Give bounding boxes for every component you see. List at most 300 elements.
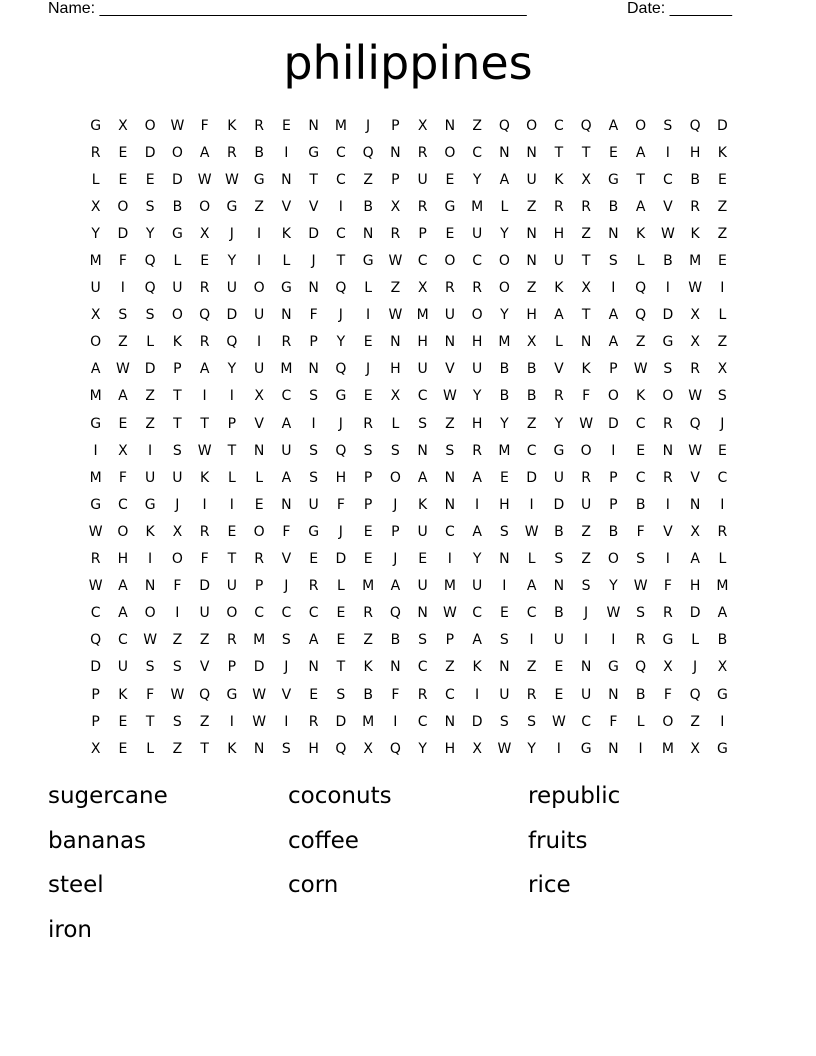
grid-letter[interactable]: P: [609, 361, 618, 378]
grid-letter[interactable]: R: [199, 334, 210, 351]
grid-letter[interactable]: G: [607, 171, 619, 188]
grid-letter[interactable]: H: [526, 307, 537, 324]
grid-letter[interactable]: N: [390, 144, 401, 161]
grid-letter[interactable]: O: [498, 253, 510, 270]
grid-letter[interactable]: I: [257, 225, 262, 242]
grid-letter[interactable]: K: [554, 171, 564, 188]
grid-letter[interactable]: T: [554, 144, 564, 161]
grid-letter[interactable]: S: [499, 713, 509, 730]
grid-letter[interactable]: G: [144, 496, 156, 513]
grid-letter[interactable]: Y: [472, 551, 482, 568]
grid-letter[interactable]: H: [553, 225, 565, 242]
grid-letter[interactable]: I: [120, 280, 125, 297]
grid-letter[interactable]: R: [199, 280, 210, 297]
grid-letter[interactable]: V: [663, 523, 673, 540]
grid-letter[interactable]: B: [499, 388, 510, 405]
grid-letter[interactable]: Z: [145, 415, 155, 432]
grid-letter[interactable]: K: [418, 496, 428, 513]
grid-letter[interactable]: L: [255, 469, 264, 486]
grid-letter[interactable]: O: [253, 523, 265, 540]
grid-letter[interactable]: R: [390, 225, 401, 242]
grid-letter[interactable]: V: [199, 659, 210, 676]
grid-letter[interactable]: V: [281, 198, 292, 215]
grid-letter[interactable]: C: [335, 171, 346, 188]
grid-letter[interactable]: N: [390, 334, 401, 351]
grid-letter[interactable]: E: [118, 713, 128, 730]
grid-letter[interactable]: D: [553, 496, 565, 513]
grid-letter[interactable]: E: [118, 415, 128, 432]
grid-letter[interactable]: O: [117, 523, 129, 540]
grid-letter[interactable]: T: [309, 171, 318, 188]
grid-letter[interactable]: Z: [717, 225, 728, 242]
grid-letter[interactable]: G: [335, 388, 347, 405]
grid-letter[interactable]: G: [90, 117, 102, 134]
grid-letter[interactable]: R: [635, 632, 646, 649]
grid-letter[interactable]: S: [145, 198, 155, 215]
grid-letter[interactable]: I: [611, 442, 616, 459]
grid-letter[interactable]: D: [471, 713, 483, 730]
grid-letter[interactable]: T: [636, 171, 645, 188]
grid-letter[interactable]: U: [172, 280, 183, 297]
grid-letter[interactable]: V: [554, 361, 564, 378]
grid-letter[interactable]: I: [720, 496, 725, 513]
grid-letter[interactable]: L: [227, 469, 236, 486]
grid-letter[interactable]: O: [199, 198, 211, 215]
grid-letter[interactable]: C: [308, 605, 319, 622]
grid-letter[interactable]: F: [582, 388, 591, 405]
grid-letter[interactable]: M: [689, 253, 702, 270]
grid-letter[interactable]: C: [417, 253, 428, 270]
grid-letter[interactable]: Q: [580, 117, 592, 134]
grid-letter[interactable]: A: [608, 334, 619, 351]
grid-letter[interactable]: N: [444, 713, 456, 730]
grid-letter[interactable]: I: [202, 388, 207, 405]
grid-letter[interactable]: C: [553, 117, 564, 134]
grid-letter[interactable]: I: [257, 334, 262, 351]
grid-letter[interactable]: H: [689, 144, 701, 161]
grid-letter[interactable]: A: [281, 469, 292, 486]
grid-letter[interactable]: A: [690, 551, 700, 568]
grid-letter[interactable]: N: [417, 605, 428, 622]
grid-letter[interactable]: O: [580, 442, 592, 459]
grid-letter[interactable]: I: [665, 496, 670, 513]
grid-letter[interactable]: E: [363, 551, 373, 568]
grid-letter[interactable]: O: [171, 551, 183, 568]
grid-letter[interactable]: J: [393, 551, 398, 568]
grid-letter[interactable]: X: [690, 334, 700, 351]
grid-letter[interactable]: C: [117, 632, 128, 649]
grid-letter[interactable]: I: [529, 496, 534, 513]
grid-letter[interactable]: J: [338, 415, 343, 432]
grid-letter[interactable]: K: [172, 334, 182, 351]
grid-letter[interactable]: S: [581, 578, 591, 595]
grid-letter[interactable]: A: [635, 198, 646, 215]
grid-letter[interactable]: G: [253, 171, 265, 188]
grid-letter[interactable]: J: [366, 361, 371, 378]
grid-letter[interactable]: J: [366, 117, 371, 134]
grid-letter[interactable]: I: [148, 551, 153, 568]
grid-letter[interactable]: S: [172, 659, 182, 676]
grid-letter[interactable]: R: [445, 280, 455, 297]
grid-letter[interactable]: A: [608, 117, 619, 134]
grid-letter[interactable]: I: [93, 442, 98, 459]
grid-letter[interactable]: A: [390, 578, 401, 595]
grid-letter[interactable]: S: [309, 388, 319, 405]
grid-letter[interactable]: G: [90, 496, 102, 513]
grid-letter[interactable]: W: [442, 388, 457, 405]
grid-letter[interactable]: G: [662, 632, 674, 649]
grid-letter[interactable]: C: [335, 225, 346, 242]
grid-letter[interactable]: P: [91, 686, 100, 703]
grid-letter[interactable]: E: [336, 632, 346, 649]
grid-letter[interactable]: P: [391, 117, 400, 134]
grid-letter[interactable]: G: [171, 225, 183, 242]
grid-letter[interactable]: X: [90, 307, 101, 324]
grid-letter[interactable]: B: [663, 253, 673, 270]
grid-letter[interactable]: N: [580, 659, 592, 676]
grid-letter[interactable]: I: [665, 280, 670, 297]
grid-letter[interactable]: L: [282, 253, 291, 270]
grid-letter[interactable]: T: [581, 253, 591, 270]
grid-letter[interactable]: P: [363, 496, 373, 513]
grid-letter[interactable]: U: [472, 361, 483, 378]
grid-letter[interactable]: Z: [581, 225, 591, 242]
grid-letter[interactable]: Z: [581, 523, 591, 540]
grid-letter[interactable]: P: [309, 334, 318, 351]
grid-letter[interactable]: Z: [363, 632, 373, 649]
grid-letter[interactable]: J: [393, 496, 398, 513]
grid-letter[interactable]: D: [199, 578, 211, 595]
grid-letter[interactable]: U: [417, 578, 428, 595]
grid-letter[interactable]: S: [281, 632, 291, 649]
grid-letter[interactable]: Z: [445, 659, 455, 676]
grid-letter[interactable]: T: [336, 659, 346, 676]
grid-letter[interactable]: E: [418, 551, 428, 568]
grid-letter[interactable]: O: [171, 307, 183, 324]
grid-letter[interactable]: J: [284, 659, 289, 676]
grid-letter[interactable]: G: [607, 659, 619, 676]
grid-letter[interactable]: B: [554, 523, 564, 540]
grid-letter[interactable]: H: [308, 740, 319, 757]
grid-letter[interactable]: N: [608, 740, 619, 757]
grid-letter[interactable]: Q: [199, 307, 211, 324]
grid-letter[interactable]: W: [633, 361, 648, 378]
grid-letter[interactable]: G: [308, 523, 320, 540]
grid-letter[interactable]: F: [118, 469, 127, 486]
grid-letter[interactable]: K: [581, 361, 591, 378]
grid-letter[interactable]: B: [363, 198, 373, 215]
grid-letter[interactable]: P: [227, 415, 237, 432]
grid-letter[interactable]: K: [636, 388, 646, 405]
grid-letter[interactable]: M: [89, 469, 102, 486]
grid-letter[interactable]: C: [717, 469, 728, 486]
grid-letter[interactable]: G: [308, 144, 320, 161]
grid-letter[interactable]: E: [445, 225, 455, 242]
grid-letter[interactable]: Q: [635, 307, 647, 324]
grid-letter[interactable]: Y: [554, 415, 564, 432]
grid-letter[interactable]: S: [636, 551, 646, 568]
grid-letter[interactable]: N: [362, 225, 374, 242]
grid-letter[interactable]: G: [90, 415, 102, 432]
grid-letter[interactable]: X: [199, 225, 210, 242]
grid-letter[interactable]: V: [690, 469, 700, 486]
grid-letter[interactable]: A: [717, 605, 728, 622]
grid-letter[interactable]: Z: [445, 415, 455, 432]
grid-letter[interactable]: R: [690, 198, 700, 215]
grid-letter[interactable]: A: [526, 578, 537, 595]
grid-letter[interactable]: H: [471, 415, 483, 432]
grid-letter[interactable]: N: [281, 496, 292, 513]
grid-letter[interactable]: J: [584, 605, 589, 622]
grid-letter[interactable]: Q: [335, 361, 347, 378]
grid-letter[interactable]: E: [717, 442, 727, 459]
grid-letter[interactable]: S: [554, 551, 564, 568]
grid-letter[interactable]: B: [390, 632, 401, 649]
grid-letter[interactable]: R: [417, 686, 428, 703]
grid-letter[interactable]: J: [338, 307, 343, 324]
grid-letter[interactable]: K: [118, 686, 128, 703]
grid-letter[interactable]: I: [366, 307, 371, 324]
grid-letter[interactable]: I: [665, 551, 670, 568]
grid-letter[interactable]: L: [336, 578, 345, 595]
grid-letter[interactable]: U: [281, 442, 292, 459]
grid-letter[interactable]: U: [553, 253, 564, 270]
grid-letter[interactable]: C: [635, 469, 646, 486]
grid-letter[interactable]: A: [554, 307, 564, 324]
grid-letter[interactable]: S: [418, 415, 428, 432]
grid-letter[interactable]: O: [144, 605, 156, 622]
grid-letter[interactable]: W: [252, 686, 267, 703]
grid-letter[interactable]: C: [254, 605, 265, 622]
grid-letter[interactable]: S: [636, 605, 646, 622]
grid-letter[interactable]: G: [226, 686, 238, 703]
grid-letter[interactable]: Y: [500, 225, 509, 242]
grid-letter[interactable]: W: [551, 713, 566, 730]
grid-letter[interactable]: L: [391, 415, 400, 432]
grid-letter[interactable]: J: [693, 659, 698, 676]
grid-letter[interactable]: A: [635, 144, 646, 161]
grid-letter[interactable]: W: [170, 117, 185, 134]
grid-letter[interactable]: S: [527, 713, 537, 730]
grid-letter[interactable]: T: [227, 442, 237, 459]
grid-letter[interactable]: X: [90, 198, 101, 215]
grid-letter[interactable]: R: [417, 198, 428, 215]
grid-letter[interactable]: E: [717, 171, 727, 188]
grid-letter[interactable]: I: [284, 713, 289, 730]
grid-letter[interactable]: Z: [199, 713, 210, 730]
grid-letter[interactable]: R: [581, 198, 591, 215]
grid-letter[interactable]: Z: [690, 713, 700, 730]
grid-letter[interactable]: H: [335, 469, 347, 486]
grid-letter[interactable]: O: [662, 713, 674, 730]
grid-letter[interactable]: T: [227, 551, 237, 568]
grid-letter[interactable]: C: [472, 253, 483, 270]
grid-letter[interactable]: A: [281, 415, 292, 432]
grid-letter[interactable]: I: [720, 713, 725, 730]
grid-letter[interactable]: A: [472, 523, 482, 540]
grid-letter[interactable]: U: [90, 280, 101, 297]
grid-letter[interactable]: D: [335, 713, 347, 730]
grid-letter[interactable]: L: [91, 171, 100, 188]
grid-letter[interactable]: G: [553, 442, 565, 459]
grid-letter[interactable]: P: [609, 496, 618, 513]
grid-letter[interactable]: O: [607, 551, 619, 568]
grid-letter[interactable]: R: [254, 551, 264, 568]
grid-letter[interactable]: B: [554, 605, 564, 622]
grid-letter[interactable]: S: [281, 740, 291, 757]
name-field[interactable]: ________________________________________________: [99, 0, 527, 17]
grid-letter[interactable]: E: [336, 605, 346, 622]
grid-letter[interactable]: R: [199, 523, 210, 540]
grid-letter[interactable]: N: [308, 361, 319, 378]
grid-letter[interactable]: M: [253, 632, 266, 649]
grid-letter[interactable]: M: [362, 578, 375, 595]
grid-letter[interactable]: D: [90, 659, 102, 676]
grid-letter[interactable]: C: [117, 496, 128, 513]
grid-letter[interactable]: Z: [472, 117, 482, 134]
grid-letter[interactable]: R: [363, 605, 373, 622]
grid-letter[interactable]: G: [662, 334, 674, 351]
grid-letter[interactable]: W: [633, 578, 648, 595]
grid-letter[interactable]: Z: [172, 632, 183, 649]
grid-letter[interactable]: E: [281, 117, 291, 134]
grid-letter[interactable]: N: [499, 551, 510, 568]
grid-letter[interactable]: P: [445, 632, 455, 649]
grid-letter[interactable]: Y: [227, 253, 237, 270]
grid-letter[interactable]: M: [416, 307, 429, 324]
grid-letter[interactable]: U: [172, 469, 183, 486]
grid-letter[interactable]: K: [227, 740, 237, 757]
grid-letter[interactable]: Y: [500, 307, 509, 324]
grid-letter[interactable]: R: [472, 442, 482, 459]
grid-letter[interactable]: J: [311, 253, 316, 270]
grid-letter[interactable]: U: [581, 496, 592, 513]
grid-letter[interactable]: U: [308, 496, 319, 513]
grid-letter[interactable]: U: [226, 578, 237, 595]
grid-letter[interactable]: N: [444, 496, 456, 513]
grid-letter[interactable]: C: [526, 605, 537, 622]
grid-letter[interactable]: K: [554, 280, 564, 297]
grid-letter[interactable]: K: [363, 659, 373, 676]
grid-letter[interactable]: N: [281, 307, 292, 324]
grid-letter[interactable]: D: [526, 469, 538, 486]
grid-letter[interactable]: L: [718, 307, 727, 324]
grid-letter[interactable]: N: [608, 686, 619, 703]
grid-letter[interactable]: I: [638, 740, 643, 757]
grid-letter[interactable]: C: [526, 442, 537, 459]
grid-letter[interactable]: L: [636, 713, 645, 730]
grid-letter[interactable]: P: [227, 659, 237, 676]
grid-letter[interactable]: U: [254, 361, 265, 378]
grid-letter[interactable]: Z: [390, 280, 401, 297]
grid-letter[interactable]: H: [444, 740, 456, 757]
grid-letter[interactable]: X: [254, 388, 264, 405]
grid-letter[interactable]: C: [444, 523, 455, 540]
grid-letter[interactable]: T: [145, 713, 155, 730]
grid-letter[interactable]: Q: [689, 117, 701, 134]
grid-letter[interactable]: I: [202, 496, 207, 513]
grid-letter[interactable]: G: [444, 198, 456, 215]
grid-letter[interactable]: T: [336, 253, 346, 270]
grid-letter[interactable]: L: [146, 740, 155, 757]
grid-letter[interactable]: R: [472, 280, 482, 297]
grid-letter[interactable]: E: [445, 171, 455, 188]
grid-letter[interactable]: I: [447, 551, 452, 568]
grid-letter[interactable]: C: [472, 144, 483, 161]
grid-letter[interactable]: V: [663, 198, 673, 215]
grid-letter[interactable]: N: [526, 253, 537, 270]
grid-letter[interactable]: W: [143, 632, 158, 649]
grid-letter[interactable]: T: [581, 144, 591, 161]
grid-letter[interactable]: M: [498, 442, 511, 459]
grid-letter[interactable]: S: [418, 632, 428, 649]
grid-letter[interactable]: Q: [689, 686, 701, 703]
grid-letter[interactable]: P: [91, 713, 100, 730]
grid-letter[interactable]: S: [172, 713, 182, 730]
grid-letter[interactable]: F: [636, 523, 645, 540]
grid-letter[interactable]: Q: [389, 740, 401, 757]
grid-letter[interactable]: H: [471, 334, 483, 351]
grid-letter[interactable]: M: [362, 713, 375, 730]
grid-letter[interactable]: N: [499, 144, 510, 161]
grid-letter[interactable]: P: [418, 225, 427, 242]
grid-letter[interactable]: O: [444, 144, 456, 161]
grid-letter[interactable]: O: [526, 117, 538, 134]
grid-letter[interactable]: S: [309, 469, 319, 486]
grid-letter[interactable]: I: [229, 713, 234, 730]
grid-letter[interactable]: J: [338, 523, 343, 540]
grid-letter[interactable]: H: [417, 334, 428, 351]
grid-letter[interactable]: E: [554, 686, 564, 703]
grid-letter[interactable]: I: [720, 280, 725, 297]
grid-letter[interactable]: W: [224, 171, 239, 188]
grid-letter[interactable]: B: [499, 361, 510, 378]
grid-letter[interactable]: C: [472, 605, 483, 622]
grid-letter[interactable]: K: [690, 225, 700, 242]
grid-letter[interactable]: S: [445, 442, 455, 459]
grid-letter[interactable]: C: [281, 388, 292, 405]
grid-letter[interactable]: S: [499, 523, 509, 540]
grid-letter[interactable]: J: [175, 496, 180, 513]
grid-letter[interactable]: N: [553, 578, 565, 595]
grid-letter[interactable]: H: [499, 496, 510, 513]
grid-letter[interactable]: P: [363, 469, 373, 486]
grid-letter[interactable]: I: [556, 740, 561, 757]
grid-letter[interactable]: X: [118, 442, 128, 459]
grid-letter[interactable]: C: [581, 713, 592, 730]
grid-letter[interactable]: N: [390, 659, 401, 676]
grid-letter[interactable]: A: [199, 361, 210, 378]
grid-letter[interactable]: X: [390, 198, 401, 215]
grid-letter[interactable]: X: [690, 523, 700, 540]
grid-letter[interactable]: U: [226, 280, 237, 297]
grid-letter[interactable]: X: [717, 659, 728, 676]
grid-letter[interactable]: Z: [145, 388, 155, 405]
grid-letter[interactable]: N: [444, 469, 456, 486]
grid-letter[interactable]: Q: [199, 686, 211, 703]
grid-letter[interactable]: I: [475, 686, 480, 703]
grid-letter[interactable]: O: [171, 144, 183, 161]
grid-letter[interactable]: B: [172, 198, 183, 215]
grid-letter[interactable]: U: [117, 659, 128, 676]
grid-letter[interactable]: N: [253, 740, 265, 757]
grid-letter[interactable]: N: [662, 442, 674, 459]
grid-letter[interactable]: A: [472, 632, 482, 649]
grid-letter[interactable]: R: [227, 632, 237, 649]
grid-letter[interactable]: D: [335, 551, 347, 568]
grid-letter[interactable]: R: [581, 469, 591, 486]
grid-letter[interactable]: C: [444, 686, 455, 703]
